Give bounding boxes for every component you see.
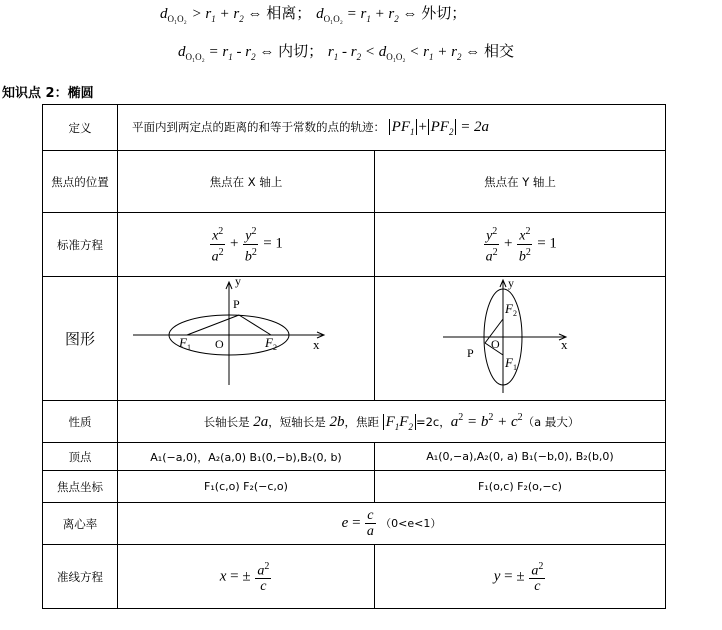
y-label: y — [508, 277, 514, 290]
label-focus-position: 焦点的位置 — [43, 151, 118, 213]
ellipse-table — [42, 104, 666, 609]
label-definition: 定义 — [43, 105, 118, 151]
graph-right — [375, 277, 666, 401]
y-label: y — [235, 277, 241, 288]
focus-y-axis: 焦点在 Y 轴上 — [375, 151, 666, 213]
label-directrix: 准线方程 — [43, 545, 118, 609]
o-label: O — [491, 337, 500, 351]
focus-x-axis: 焦点在 X 轴上 — [118, 151, 375, 213]
row-equation — [43, 213, 666, 277]
graph-left — [118, 277, 375, 401]
f2-label: $F_2$ — [505, 301, 517, 318]
focus-coordinates-left: F₁(c,o) F₂(−c,o) — [118, 471, 375, 503]
label-graph: 图形 — [43, 277, 118, 401]
pf1-segment — [187, 315, 239, 335]
label-property: 性质 — [43, 401, 118, 443]
p-label: P — [233, 297, 240, 311]
label-eccentricity: 离心率 — [43, 503, 118, 545]
pf2-segment — [239, 315, 271, 335]
property-text: 长轴长是 2a，短轴长是 2b，焦距 $F_1F_2 =2c$，$a^2 = b^2 + c^2(a$ 最大） — [118, 401, 666, 443]
equation-left: $\frac{x^2}{a^2}$ + $\frac{y^2}{b^2}$ = 1 — [118, 213, 375, 277]
header-line-2: $d_{O_1O_2} = r_1 - r_2$ ⇔ 内切； $r_1 - r_2 < d_{O_1O_2} < r_1 + r_2$ ⇔ 相交 — [178, 42, 514, 62]
definition-text: 平面内到两定点的距离的和等于常数的点的轨迹： — [132, 119, 385, 134]
x-label: x — [313, 337, 320, 352]
directrix-right: y = ± $\frac{a^2}{c}$ — [375, 545, 666, 609]
equation-right: $\frac{y^2}{a^2}$ + $\frac{x^2}{b^2}$ = 1 — [375, 213, 666, 277]
vertex-left: A₁(−a,0)，A₂(a,0) B₁(0,−b),B₂(0, b) — [118, 443, 375, 471]
f1-label: $F_1$ — [179, 335, 191, 352]
relation-separate: > $r_1 + r_2$ ⇔ — [191, 6, 267, 24]
x-label: x — [561, 337, 568, 352]
o-label: O — [215, 337, 224, 351]
f2-label: $F_2$ — [265, 335, 277, 352]
vertical-ellipse-graph — [375, 277, 665, 397]
word-tangent-internal: 内切 — [278, 42, 309, 60]
row-focus-coordinates — [43, 471, 666, 503]
word-tangent-external: 外切 — [421, 4, 452, 22]
eccentricity-cell: e = $\frac{c}{a}$ （0<e<1） — [118, 503, 666, 545]
label-equation: 标准方程 — [43, 213, 118, 277]
f1-label: $F_1$ — [505, 355, 517, 372]
directrix-left: x = ± $\frac{a^2}{c}$ — [118, 545, 375, 609]
row-property — [43, 401, 666, 443]
header-line-1: $d_{O_1O_2} > r_1 + r_2$ ⇔ 相离； $d_{O_1O_2} = r_1 + r_2$ ⇔ 外切； — [160, 4, 467, 24]
label-focus-coordinates: 焦点坐标 — [43, 471, 118, 503]
row-directrix — [43, 545, 666, 609]
row-focus-position — [43, 151, 666, 213]
horizontal-ellipse-graph — [119, 277, 373, 397]
row-definition — [43, 105, 666, 151]
section-title: 知识点 2：椭圆 — [2, 86, 94, 101]
separator: ； — [296, 4, 312, 22]
row-graph — [43, 277, 666, 401]
word-separate: 相离 — [266, 4, 297, 22]
eccentricity-range: （0<e<1） — [380, 517, 442, 530]
separator: ； — [451, 4, 467, 22]
word-intersect: 相交 — [483, 42, 514, 60]
vertex-right: A₁(0,−a),A₂(0, a) B₁(−b,0), B₂(b,0) — [375, 443, 666, 471]
focus-coordinates-right: F₁(o,c) F₂(o,−c) — [375, 471, 666, 503]
row-vertex — [43, 443, 666, 471]
label-vertex: 顶点 — [43, 443, 118, 471]
definition-formula: $PF_1 + PF_2 = 2a$ — [389, 119, 489, 135]
p-label: P — [467, 346, 474, 360]
row-eccentricity — [43, 503, 666, 545]
definition-cell — [118, 105, 666, 151]
